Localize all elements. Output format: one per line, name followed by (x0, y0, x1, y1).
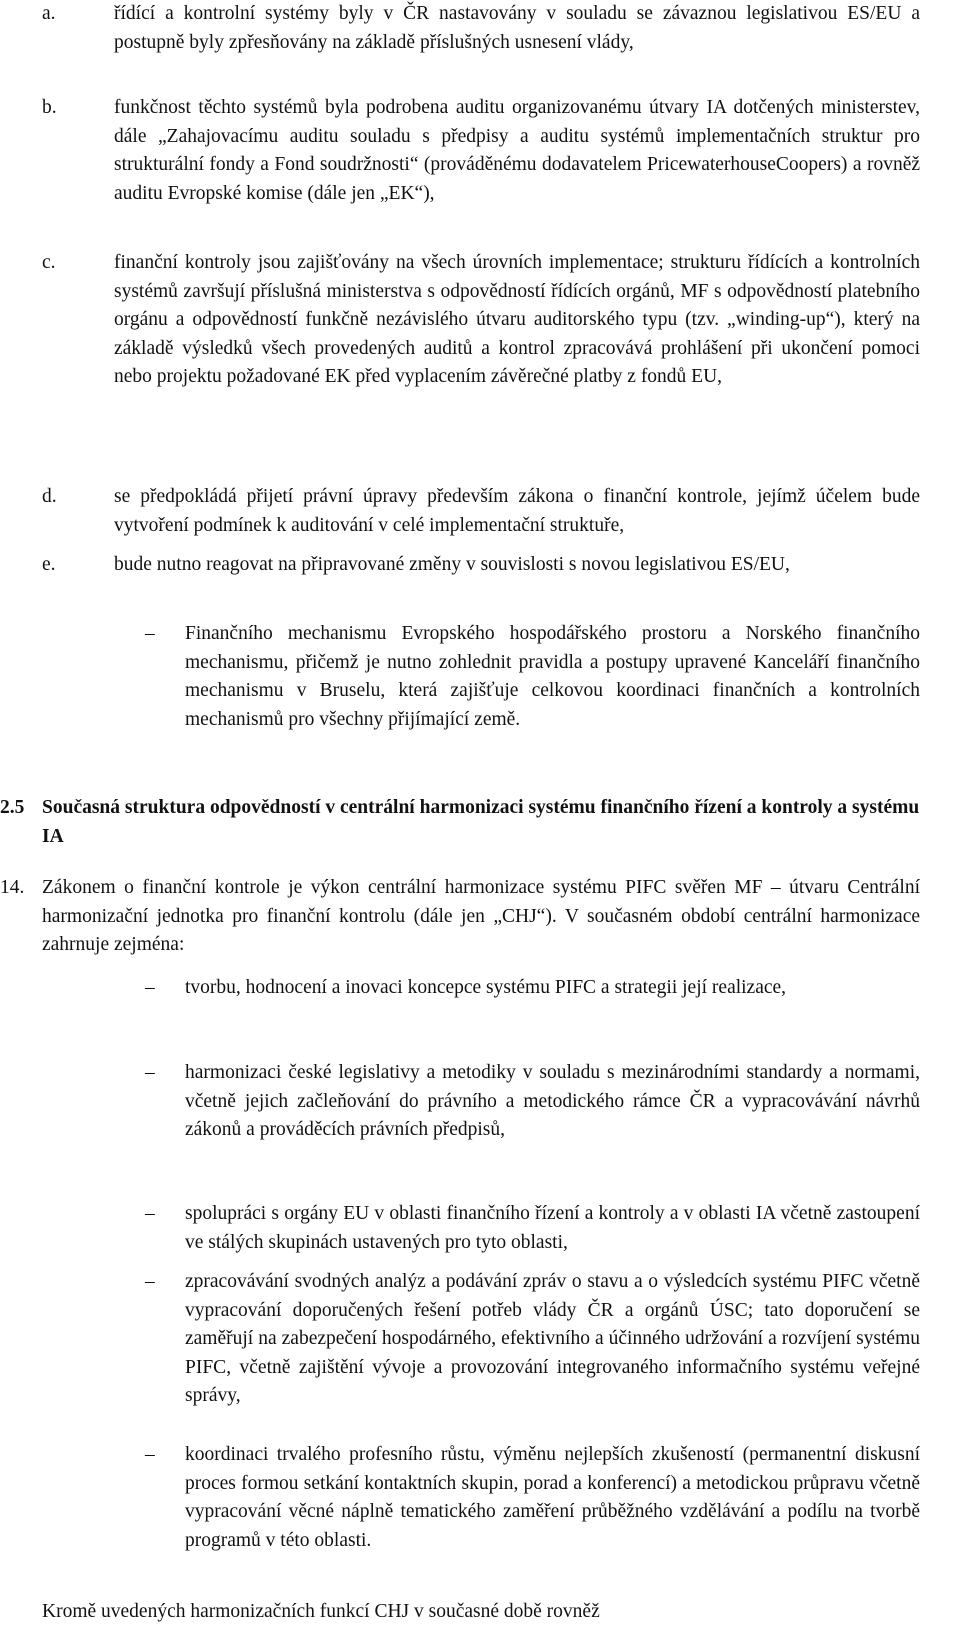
list-marker: d. (42, 486, 57, 507)
dash-item-text: harmonizaci české legislativy a metodiky v souladu s mezinárodními standardy a normami, včetně jejich začleňování do právního a metodického rámce ČR a vypracovávání návrhů zákonů a prováděcích právních předpisů, (185, 1062, 920, 1141)
list-item-d (42, 483, 920, 540)
dash-item-text: koordinaci trvalého profesního růstu, výměnu nejlepších zkušeností (permanentní diskusní proces formou setkání kontaktních skupin, porad a konferencí) a metodickou průpravu včetně vypracování věcné náplně tematického zaměření průběžného vzdělávání a podílu na tvorbě programů v této oblasti. (185, 1444, 920, 1551)
dash-marker: – (145, 1444, 155, 1465)
dash-item-text: spolupráci s orgány EU v oblasti finančního řízení a kontroly a v oblasti IA včetně zastoupení ve stálých skupinách ustavených pro tyto oblasti, (185, 1203, 920, 1253)
dash-item-5 (145, 1441, 920, 1555)
dash-item-text: Finančního mechanismu Evropského hospodářského prostoru a Norského finančního mechanismu, přičemž je nutno zohlednit pravidla a postupy upravené Kanceláří finančního mechanismu v Bruselu, která zajišťuje celkovou koordinaci finančních a kontrolních mechanismů pro všechny přijímající země. (185, 623, 920, 730)
list-item-a (42, 0, 920, 57)
dash-item-3 (145, 1200, 920, 1257)
list-marker: e. (42, 554, 56, 575)
dash-marker: – (145, 1271, 155, 1292)
list-item-b (42, 94, 920, 208)
dash-item-2 (145, 1059, 920, 1145)
closing-sentence: Kromě uvedených harmonizačních funkcí CHJ v současné době rovněž (42, 1601, 600, 1622)
list-item-e (42, 551, 920, 580)
list-marker: a. (42, 3, 56, 24)
list-item-text: finanční kontroly jsou zajišťovány na všech úrovních implementace; strukturu řídících a kontrolních systémů završují příslušná ministerstva s odpovědností řídících orgánů, MF s odpovědností platebního orgánu a odpovědností funkčně nezávislého útvaru auditorského typu (tzv. „winding-up“), který na základě výsledků všech provedených auditů a kontrol zpracovává prohlášení při ukončení pomoci nebo projektu požadované EK před vyplacením závěrečné platby z fondů EU, (114, 252, 920, 388)
dash-item-1 (145, 974, 920, 1003)
paragraph-number: 14. (0, 877, 25, 898)
dash-item-text: zpracovávání svodných analýz a podávání zpráv o stavu a o výsledcích systému PIFC včetně vypracování doporučených řešení potřeb vlády ČR a orgánů ÚSC; tato doporučení se zaměřují na zabezpečení hospodárného, efektivního a účinného udržování a rozvíjení systému PIFC, včetně zajištění vývoje a provozování integrovaného informačního systému veřejné správy, (185, 1271, 920, 1407)
dash-item-text: tvorbu, hodnocení a inovaci koncepce systému PIFC a strategii její realizace, (185, 977, 787, 998)
list-item-text: funkčnost těchto systémů byla podrobena auditu organizovanému útvary IA dotčených ministerstev, dále „Zahajovacímu auditu souladu s předpisy a auditu systémů implementačních struktur pro strukturální fondy a Fond soudržnosti“ (prováděnému dodavatelem PricewaterhouseCoopers) a rovněž auditu Evropské komise (dále jen „EK“), (114, 97, 920, 204)
section-title: Současná struktura odpovědností v centrální harmonizaci systému finančního řízení a kontroly a systému IA (42, 797, 920, 847)
list-item-text: řídící a kontrolní systémy byly v ČR nastavovány v souladu se závaznou legislativou ES/EU a postupně byly zpřesňovány na základě příslušných usnesení vlády, (114, 3, 920, 53)
list-item-text: se předpokládá přijetí právní úpravy především zákona o finanční kontrole, jejímž účelem bude vytvoření podmínek k auditování v celé implementační struktuře, (114, 486, 920, 536)
dash-marker: – (145, 623, 155, 644)
list-item-text: bude nutno reagovat na připravované změny v souvislosti s novou legislativou ES/EU, (114, 554, 790, 575)
list-item-c (42, 249, 920, 392)
paragraph-text: Zákonem o finanční kontrole je výkon centrální harmonizace systému PIFC svěřen MF – útvaru Centrální harmonizační jednotka pro finanční kontrolu (dále jen „CHJ“). V současném období centrální harmonizace zahrnuje zejména: (42, 877, 920, 956)
paragraph-14 (0, 874, 920, 960)
dash-item-mechanism (145, 620, 920, 734)
dash-item-4 (145, 1268, 920, 1411)
section-number: 2.5 (0, 797, 25, 818)
list-marker: c. (42, 252, 56, 273)
dash-marker: – (145, 977, 155, 998)
list-marker: b. (42, 97, 57, 118)
dash-marker: – (145, 1062, 155, 1083)
dash-marker: – (145, 1203, 155, 1224)
section-heading (0, 794, 920, 851)
